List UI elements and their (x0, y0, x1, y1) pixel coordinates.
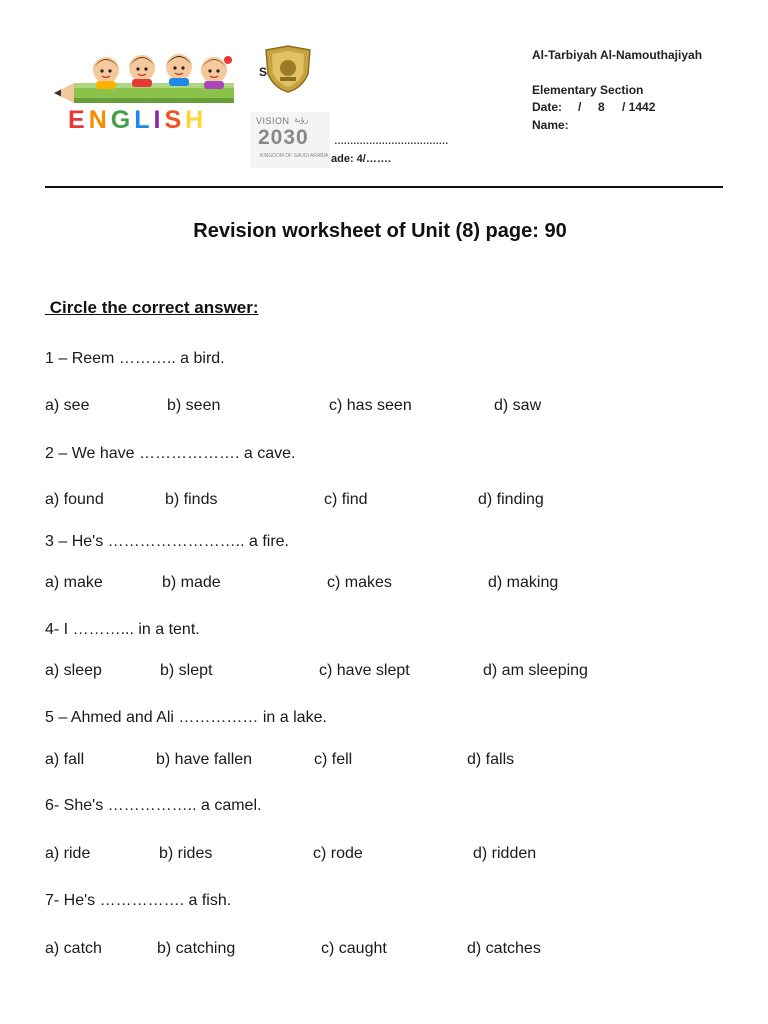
option-2b[interactable]: b) finds (165, 491, 218, 508)
english-logo (52, 46, 240, 136)
question-4: 4- I ………... in a tent. (45, 621, 200, 638)
blank-line: ……………………………… (334, 136, 448, 147)
vision-caption: KINGDOM OF SAUDI ARABIA (260, 153, 329, 159)
question-1: 1 – Reem ……….. a bird. (45, 350, 225, 367)
date-month: 8 (598, 100, 605, 114)
option-6c[interactable]: c) rode (313, 845, 363, 862)
option-3c[interactable]: c) makes (327, 574, 392, 591)
school-name: Al-Tarbiyah Al-Namouthajiyah (532, 48, 703, 62)
logo-letter: L (134, 106, 154, 134)
partial-letter: S (259, 65, 268, 79)
logo-letter: I (153, 106, 165, 134)
option-2a[interactable]: a) found (45, 491, 104, 508)
logo-letter: G (110, 106, 135, 134)
question-6: 6- She's …………….. a camel. (45, 797, 262, 814)
vision-arabic: رؤية (294, 115, 309, 124)
vision-year: 2030 (258, 126, 309, 149)
date-sep-1: / (578, 100, 582, 114)
header-divider (45, 186, 723, 188)
english-wordmark (68, 106, 207, 135)
option-1a[interactable]: a) see (45, 397, 90, 414)
option-5d[interactable]: d) falls (467, 751, 515, 768)
option-7d[interactable]: d) catches (467, 940, 541, 957)
option-5c[interactable]: c) fell (314, 751, 353, 768)
option-4d[interactable]: d) am sleeping (483, 662, 588, 679)
option-7b[interactable]: b) catching (157, 940, 236, 957)
vision-2030-logo (250, 112, 330, 168)
option-5b[interactable]: b) have fallen (156, 751, 253, 768)
option-4b[interactable]: b) slept (160, 662, 213, 679)
logo-letter: E (68, 106, 89, 134)
option-3a[interactable]: a) make (45, 574, 103, 591)
option-3b[interactable]: b) made (162, 574, 221, 591)
date-row (532, 100, 655, 114)
option-6a[interactable]: a) ride (45, 845, 91, 862)
logo-letter: S (164, 106, 186, 134)
option-2d[interactable]: d) finding (478, 491, 544, 508)
grade-label: ade: 4/……. (331, 153, 391, 165)
date-sep-2: / 1442 (622, 100, 656, 114)
logo-letter: N (88, 106, 111, 134)
option-1c[interactable]: c) has seen (329, 397, 412, 414)
question-7: 7- He's ……………. a fish. (45, 892, 232, 909)
option-4a[interactable]: a) sleep (45, 662, 102, 679)
option-1d[interactable]: d) saw (494, 397, 542, 414)
option-7c[interactable]: c) caught (321, 940, 387, 957)
option-6d[interactable]: d) ridden (473, 845, 537, 862)
option-3d[interactable]: d) making (488, 574, 559, 591)
school-emblem-icon (262, 44, 314, 94)
instruction-heading: Circle the correct answer: (45, 298, 259, 317)
question-5: 5 – Ahmed and Ali …………… in a lake. (45, 709, 327, 726)
date-label: Date: (532, 100, 563, 114)
option-6b[interactable]: b) rides (159, 845, 213, 862)
section-name: Elementary Section (532, 83, 644, 97)
name-label: Name: (532, 118, 569, 132)
option-4c[interactable]: c) have slept (319, 662, 410, 679)
vision-label: VISION (256, 116, 290, 126)
logo-letter: H (185, 106, 208, 134)
option-2c[interactable]: c) find (324, 491, 368, 508)
question-2: 2 – We have ………………. a cave. (45, 445, 296, 462)
worksheet-title: Revision worksheet of Unit (8) page: 90 (193, 220, 567, 242)
option-5a[interactable]: a) fall (45, 751, 85, 768)
option-7a[interactable]: a) catch (45, 940, 102, 957)
option-1b[interactable]: b) seen (167, 397, 221, 414)
question-3: 3 – He's …………………….. a fire. (45, 533, 289, 550)
